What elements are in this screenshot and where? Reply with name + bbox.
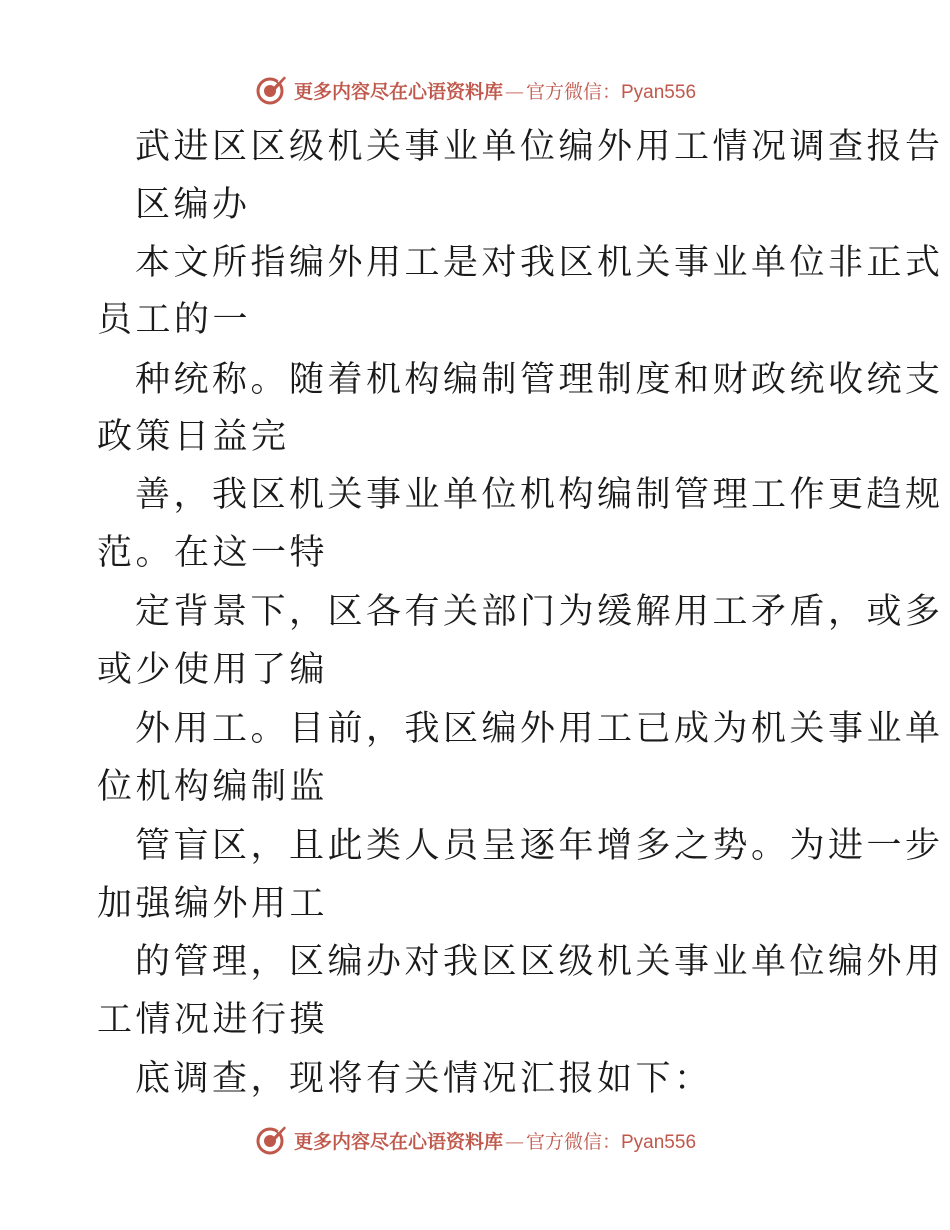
paragraph-line: 的管理，区编办对我区区级机关事业单位编外用 xyxy=(135,942,944,982)
paragraph-line: 管盲区，且此类人员呈逐年增多之势。为进一步 xyxy=(135,826,944,866)
banner-wechat-id: Pyan556 xyxy=(621,81,697,103)
quill-seal-icon xyxy=(254,1123,288,1157)
paragraph-line: 员工的一 xyxy=(97,300,252,340)
quill-seal-icon xyxy=(254,73,288,107)
footer-banner xyxy=(0,1120,950,1160)
paragraph-line: 定背景下，区各有关部门为缓解用工矛盾，或多 xyxy=(135,592,944,632)
paragraph-line: 善，我区机关事业单位机构编制管理工作更趋规 xyxy=(135,475,944,515)
paragraph-line: 种统称。随着机构编制管理制度和财政统收统支 xyxy=(135,360,944,400)
banner-official-label: 官方微信： xyxy=(525,1130,621,1153)
banner-official-label: 官方微信： xyxy=(525,80,621,103)
paragraph-line: 外用工。目前，我区编外用工已成为机关事业单 xyxy=(135,709,944,749)
paragraph-line: 工情况进行摸 xyxy=(97,1000,329,1040)
banner-dash: — xyxy=(504,1130,524,1153)
banner-brand-text: 更多内容尽在心语资料库 xyxy=(293,80,503,103)
paragraph-line: 底调查，现将有关情况汇报如下： xyxy=(135,1059,713,1099)
banner-wechat-id: Pyan556 xyxy=(621,1131,697,1153)
document-title: 武进区区级机关事业单位编外用工情况调查报告 xyxy=(135,127,944,167)
paragraph-line: 位机构编制监 xyxy=(97,767,329,807)
document-author: 区编办 xyxy=(135,185,251,225)
paragraph-line: 范。在这一特 xyxy=(97,533,329,573)
header-banner xyxy=(0,70,950,110)
banner-brand-text: 更多内容尽在心语资料库 xyxy=(293,1130,503,1153)
paragraph-line: 本文所指编外用工是对我区机关事业单位非正式 xyxy=(135,243,944,283)
banner-dash: — xyxy=(504,80,524,103)
paragraph-line: 或少使用了编 xyxy=(97,650,329,690)
paragraph-line: 加强编外用工 xyxy=(97,884,329,924)
paragraph-line: 政策日益完 xyxy=(97,417,290,457)
